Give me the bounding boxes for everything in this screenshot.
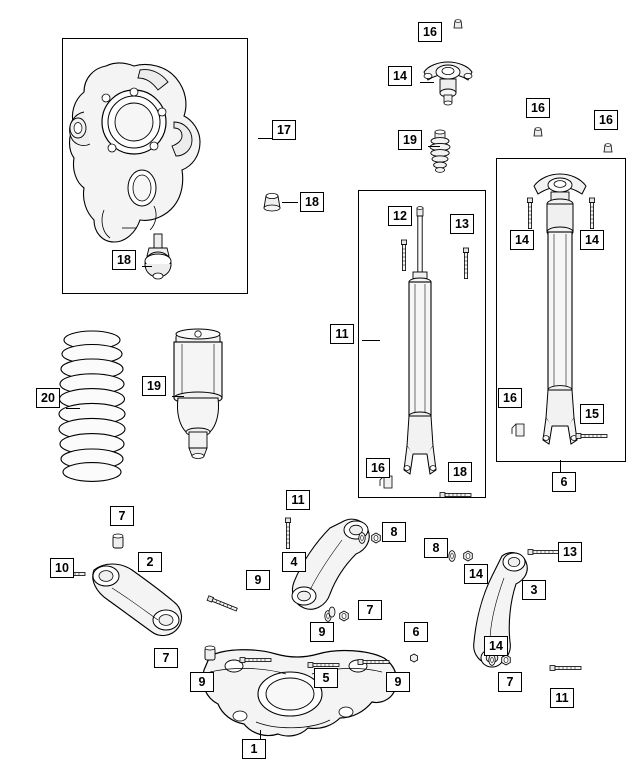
callout-20b[interactable]: 16 — [526, 98, 550, 118]
callout-16d[interactable]: 14 — [580, 230, 604, 250]
part-nut-6 — [410, 654, 417, 662]
washer-14c — [489, 655, 495, 666]
bolt-18b — [576, 434, 607, 439]
part-lateral-link-front — [93, 564, 182, 635]
callout-11a[interactable]: 9 — [246, 570, 270, 590]
part-sleeve-7c — [205, 646, 215, 660]
callout-4[interactable]: 4 — [282, 552, 306, 572]
part-jounce-bumper — [430, 130, 450, 172]
part-nut-cap-b — [534, 128, 542, 136]
callout-9a[interactable]: 9 — [190, 672, 214, 692]
part-shock-absorber — [404, 207, 436, 474]
callout-22[interactable]: 17 — [272, 120, 296, 140]
bolt-9b — [358, 660, 389, 665]
callout-16b[interactable]: 13 — [450, 214, 474, 234]
part-nut-cap-c — [604, 144, 612, 152]
part-sleeve-7a — [113, 534, 123, 548]
callout-11b[interactable]: 11 — [550, 688, 574, 708]
nut-14b — [464, 551, 473, 561]
callout-7d[interactable]: 7 — [498, 672, 522, 692]
callout-20c[interactable]: 16 — [594, 110, 618, 130]
callout-20a[interactable]: 16 — [418, 22, 442, 42]
callout-7c[interactable]: 7 — [154, 648, 178, 668]
callout-14b[interactable]: 14 — [464, 564, 488, 584]
callout-1[interactable]: 1 — [242, 739, 266, 759]
nut-7b — [372, 533, 381, 543]
callout-18b[interactable]: 15 — [580, 404, 604, 424]
callout-16c[interactable]: 14 — [510, 230, 534, 250]
part-upper-shock-mount — [424, 62, 472, 105]
callout-8a[interactable]: 8 — [382, 522, 406, 542]
bolt-12 — [285, 518, 290, 549]
callout-19b[interactable]: 16 — [498, 388, 522, 408]
callout-7b[interactable]: 7 — [358, 600, 382, 620]
callout-14c[interactable]: 14 — [484, 636, 508, 656]
leader-17 — [420, 82, 434, 83]
callout-23[interactable]: 18 — [112, 250, 136, 270]
bolt-18a — [440, 493, 471, 498]
bolt-11a — [207, 596, 238, 612]
callout-24[interactable]: 18 — [300, 192, 324, 212]
leader-21 — [172, 396, 184, 397]
callout-9b[interactable]: 9 — [386, 672, 410, 692]
callout-18a[interactable]: 18 — [448, 462, 472, 482]
callout-3[interactable]: 3 — [522, 580, 546, 600]
callout-25[interactable]: 19 — [398, 130, 422, 150]
leader-25 — [428, 146, 440, 147]
bolt-13 — [528, 550, 559, 555]
bolt-16a — [401, 240, 406, 271]
callout-8b[interactable]: 8 — [424, 538, 448, 558]
callout-15[interactable]: 11 — [330, 324, 354, 344]
part-coil-spring — [59, 331, 125, 481]
callout-13[interactable]: 13 — [558, 542, 582, 562]
nut-7b2 — [340, 611, 349, 621]
bolt-11b — [550, 666, 581, 671]
bolt-16c — [527, 198, 532, 229]
callout-16a[interactable]: 12 — [388, 206, 412, 226]
callout-12[interactable]: 11 — [286, 490, 310, 510]
part-knuckle — [70, 63, 201, 242]
bolt-16b — [463, 248, 468, 279]
part-bushing-small — [264, 193, 280, 211]
part-clip-19b — [512, 424, 524, 436]
callout-7a[interactable]: 7 — [110, 506, 134, 526]
callout-2[interactable]: 2 — [138, 552, 162, 572]
callout-19a[interactable]: 16 — [366, 458, 390, 478]
callout-6[interactable]: 6 — [404, 622, 428, 642]
leader-23 — [142, 266, 152, 267]
part-washer-14-mid — [329, 607, 335, 617]
leader-24 — [282, 202, 298, 203]
nut-7d — [502, 655, 511, 665]
callout-14a[interactable]: 9 — [310, 622, 334, 642]
callout-5[interactable]: 5 — [314, 668, 338, 688]
callout-27[interactable]: 20 — [36, 388, 60, 408]
part-nut-cap-a — [454, 20, 462, 28]
callout-10[interactable]: 10 — [50, 558, 74, 578]
callout-21[interactable]: 19 — [142, 376, 166, 396]
callout-26[interactable]: 6 — [552, 472, 576, 492]
bolt-5 — [308, 663, 339, 668]
callout-17[interactable]: 14 — [388, 66, 412, 86]
bolt-16d — [589, 198, 594, 229]
leader-15 — [362, 340, 380, 341]
washer-8b — [449, 551, 455, 562]
part-shock-assembly — [534, 174, 586, 444]
leader-27 — [66, 408, 80, 409]
part-air-spring — [174, 329, 222, 459]
part-ball-joint — [145, 234, 171, 279]
washer-8a — [359, 533, 365, 544]
bolt-9a — [240, 658, 271, 663]
